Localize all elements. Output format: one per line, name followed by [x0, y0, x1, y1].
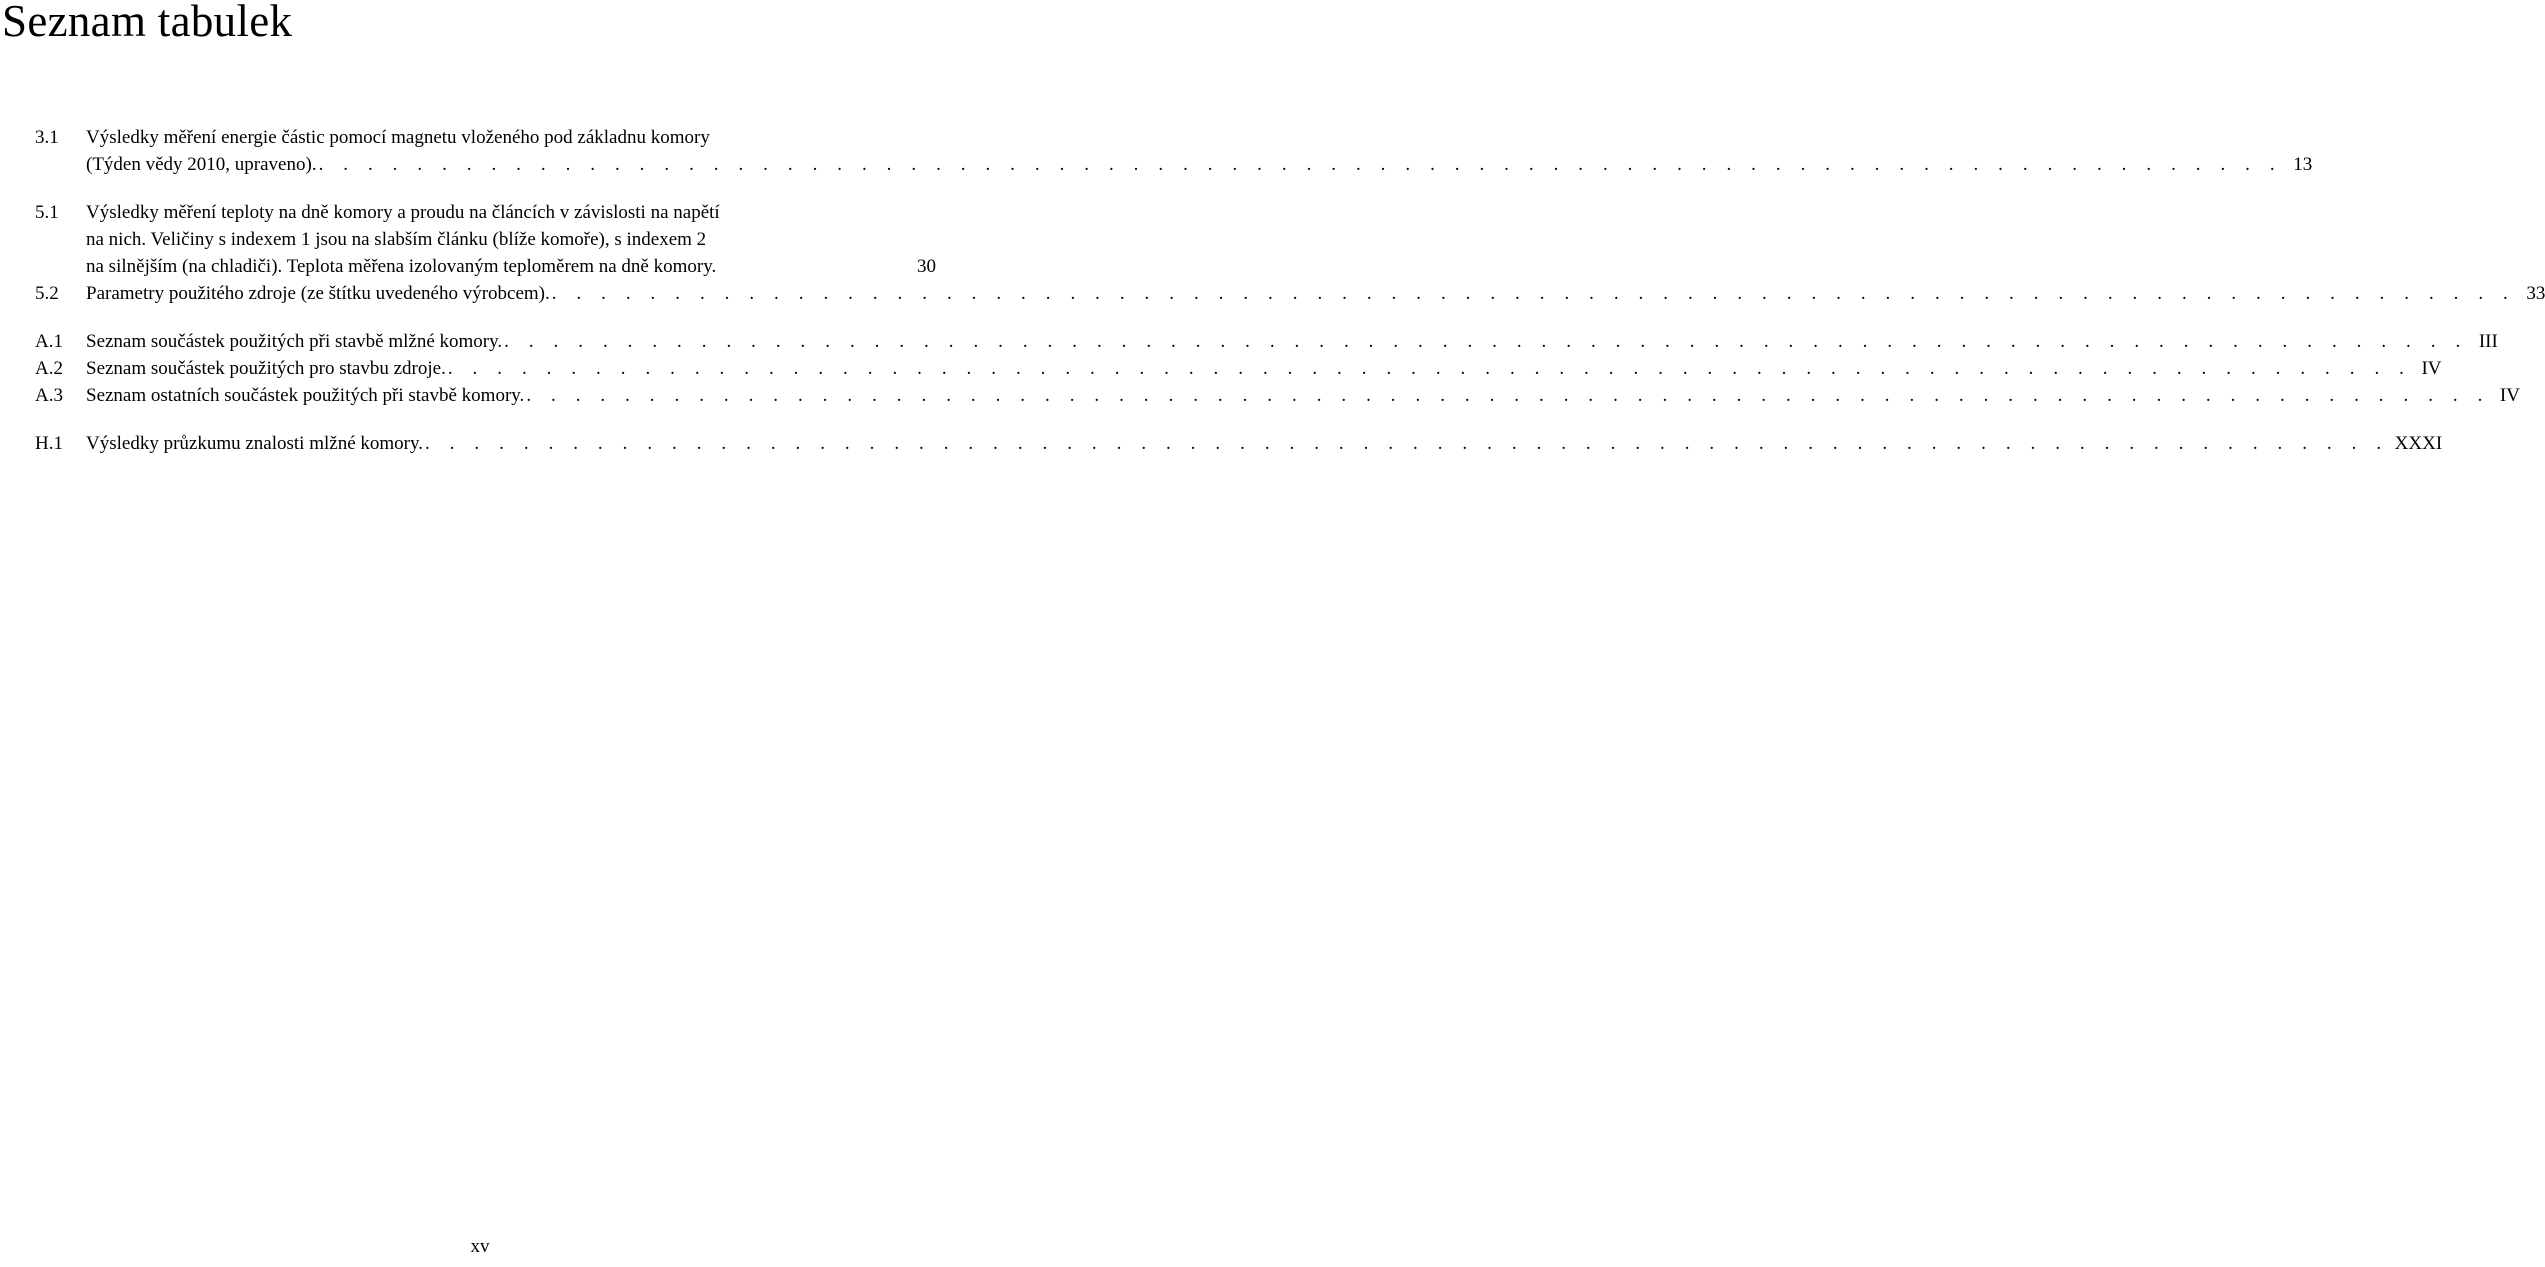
entry-number: 5.2: [35, 283, 59, 304]
entry-caption: [86, 430, 2443, 457]
caption-line: Parametry použitého zdroje (ze štítku uvedeného výrobcem).: [86, 283, 550, 304]
toc-entry[interactable]: [0, 328, 2498, 355]
toc-group: [0, 430, 2443, 457]
dot-leader: . . . . . . . . . . . . . . . . . . . . . . . . . . . . . . . . . . . . . . . . . . . . . . . . . . . . . . . . . . . . . . . . . . . . . . . . . . . . . . . .: [318, 154, 2283, 175]
entry-caption: [86, 355, 2442, 382]
toc-entry[interactable]: [0, 355, 2442, 382]
caption-line: Výsledky měření teploty na dně komory a proudu na článcích v závislosti na napětí: [86, 202, 720, 223]
toc-group: [0, 124, 2313, 178]
entry-number: 3.1: [35, 127, 59, 148]
entry-caption: [86, 124, 2313, 178]
caption-line: na nich. Veličiny s indexem 1 jsou na slabším článku (blíže komoře), s indexem 2: [86, 229, 707, 250]
entry-page-number: IV: [2421, 358, 2442, 379]
entry-number: A.3: [35, 385, 63, 406]
dot-leader: . . . . . . . . . . . . . . . . . . . . . . . . . . . . . . . . . . . . . . . . . . . . . . . . . . . . . . . . . . . . . . . . . . . . . . . . . . . . . . . .: [447, 358, 2412, 379]
page-number: xv: [470, 1236, 490, 1257]
toc-entry[interactable]: [0, 124, 2313, 178]
toc-entry[interactable]: [0, 280, 2545, 307]
dot-leader: . . . . . . . . . . . . . . . . . . . . . . . . . . . . . . . . . . . . . . . . . . . . . . . . . . . . . . . . . . . . . . . . . . . . . . . . . . . . . . . .: [504, 331, 2468, 352]
entry-page-number: XXXI: [2394, 433, 2443, 454]
list-of-tables: [0, 124, 2545, 478]
entry-number: A.1: [35, 331, 63, 352]
dot-leader: . . . . . . . . . . . . . . . . . . . . . . . . . . . . . . . . . . . . . . . . . . . . . . . . . . . . . . . . . . . . . . . . . . . . . . . . . . . . . . . .: [551, 283, 2516, 304]
dot-leader: . . . . . . . . . . . . . . . . . . . . . . . . . . . . . . . . . . . . . . . . . . . . . . . . . . . . . . . . . . . . . . . . . . . . . . . . . . . . . . . .: [526, 385, 2490, 406]
toc-entry[interactable]: [0, 199, 960, 280]
caption-line: Výsledky měření energie částic pomocí magnetu vloženého pod základnu komory: [86, 127, 710, 148]
entry-number: 5.1: [35, 202, 59, 223]
page-title: Seznam tabulek: [2, 0, 293, 46]
caption-line: (Týden vědy 2010, upraveno).: [86, 154, 317, 175]
entry-caption: [86, 328, 2498, 355]
entry-page-number: IV: [2499, 385, 2520, 406]
toc-entry[interactable]: [0, 382, 2520, 409]
entry-page-number: 33: [2526, 283, 2545, 304]
entry-caption: [86, 382, 2520, 409]
caption-line: Seznam součástek použitých při stavbě mlžné komory.: [86, 331, 503, 352]
caption-line: Seznam součástek použitých pro stavbu zdroje.: [86, 358, 446, 379]
entry-caption: [86, 199, 936, 280]
dot-leader: . . . . . . . . . . . . . . . . . . . . . . . . . . . . . . . . . . . . . . . . . . . . . . . . . . . . . . . . . . . . . . . . . . . . . . . . . . . . . . . .: [425, 433, 2389, 454]
entry-page-number: 30: [917, 256, 936, 277]
toc-group: [0, 328, 2520, 409]
entry-page-number: 13: [2293, 154, 2313, 175]
caption-line: Seznam ostatních součástek použitých při stavbě komory.: [86, 385, 525, 406]
entry-page-number: III: [2478, 331, 2498, 352]
entry-number: H.1: [35, 433, 63, 454]
entry-number: A.2: [35, 358, 63, 379]
caption-line: Výsledky průzkumu znalosti mlžné komory.: [86, 433, 424, 454]
caption-line: na silnějším (na chladiči). Teplota měřena izolovaným teploměrem na dně komory.: [86, 256, 717, 277]
toc-entry[interactable]: [0, 430, 2443, 457]
toc-group: [0, 199, 2545, 307]
entry-caption: [86, 280, 2545, 307]
